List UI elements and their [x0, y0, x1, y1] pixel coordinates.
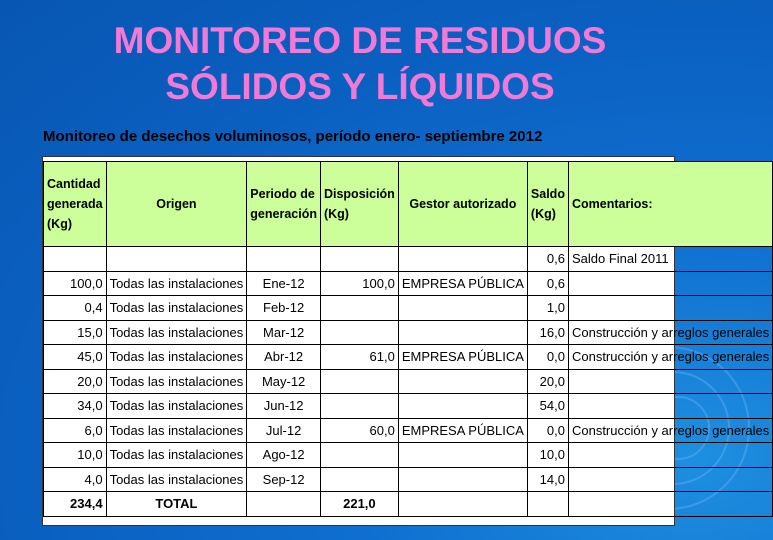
total-cantidad: 234,4 [44, 492, 107, 517]
total-empty-cell [568, 492, 772, 517]
cell-comentarios: Saldo Final 2011 [568, 247, 772, 272]
table-row [44, 394, 773, 419]
cell-disposicion [320, 443, 398, 468]
cell-origen: Todas las instalaciones [106, 320, 247, 345]
title-line-2: SÓLIDOS Y LÍQUIDOS [165, 66, 555, 107]
cell-cantidad: 4,0 [44, 467, 107, 492]
header-comentarios: Comentarios: [568, 162, 772, 247]
cell-periodo: Ago-12 [247, 443, 321, 468]
cell-saldo: 16,0 [527, 320, 568, 345]
cell-gestor [398, 467, 527, 492]
cell-periodo: Feb-12 [247, 296, 321, 321]
cell-comentarios [568, 467, 772, 492]
cell-periodo [247, 247, 321, 272]
waste-monitoring-table [43, 161, 773, 517]
cell-cantidad: 34,0 [44, 394, 107, 419]
cell-disposicion: 61,0 [320, 345, 398, 370]
table-row [44, 369, 773, 394]
header-disposicion: Disposición (Kg) [320, 162, 398, 247]
total-disposicion: 221,0 [320, 492, 398, 517]
cell-comentarios [568, 296, 772, 321]
cell-origen [106, 247, 247, 272]
cell-gestor [398, 443, 527, 468]
cell-gestor [398, 296, 527, 321]
table-row [44, 418, 773, 443]
cell-disposicion: 100,0 [320, 271, 398, 296]
cell-periodo: Abr-12 [247, 345, 321, 370]
header-gestor: Gestor autorizado [398, 162, 527, 247]
cell-saldo: 0,0 [527, 345, 568, 370]
cell-comentarios: Construcción y arreglos generales [568, 320, 772, 345]
cell-periodo: Jul-12 [247, 418, 321, 443]
cell-disposicion [320, 369, 398, 394]
table-row [44, 271, 773, 296]
cell-cantidad: 45,0 [44, 345, 107, 370]
cell-saldo: 0,6 [527, 247, 568, 272]
total-empty-cell [247, 492, 321, 517]
cell-saldo: 10,0 [527, 443, 568, 468]
cell-cantidad: 0,4 [44, 296, 107, 321]
cell-comentarios [568, 394, 772, 419]
cell-periodo: Mar-12 [247, 320, 321, 345]
cell-cantidad: 6,0 [44, 418, 107, 443]
header-origen: Origen [106, 162, 247, 247]
table-row [44, 467, 773, 492]
cell-gestor: EMPRESA PÚBLICA [398, 345, 527, 370]
cell-periodo: Sep-12 [247, 467, 321, 492]
cell-saldo: 54,0 [527, 394, 568, 419]
cell-gestor [398, 247, 527, 272]
cell-cantidad: 15,0 [44, 320, 107, 345]
page-title [0, 18, 720, 110]
cell-gestor: EMPRESA PÚBLICA [398, 418, 527, 443]
cell-saldo: 14,0 [527, 467, 568, 492]
cell-comentarios: Construcción y arreglos generales [568, 418, 772, 443]
cell-cantidad [44, 247, 107, 272]
cell-cantidad: 20,0 [44, 369, 107, 394]
cell-origen: Todas las instalaciones [106, 296, 247, 321]
cell-saldo: 20,0 [527, 369, 568, 394]
cell-disposicion [320, 320, 398, 345]
cell-origen: Todas las instalaciones [106, 369, 247, 394]
table-total-row [44, 492, 773, 517]
cell-gestor [398, 394, 527, 419]
table-caption: Monitoreo de desechos voluminosos, período enero- septiembre 2012 [43, 128, 543, 145]
cell-origen: Todas las instalaciones [106, 394, 247, 419]
table-row [44, 443, 773, 468]
cell-gestor [398, 320, 527, 345]
cell-periodo: May-12 [247, 369, 321, 394]
total-empty-cell [527, 492, 568, 517]
cell-cantidad: 100,0 [44, 271, 107, 296]
cell-gestor [398, 369, 527, 394]
cell-disposicion [320, 467, 398, 492]
cell-saldo: 0,6 [527, 271, 568, 296]
header-periodo: Periodo de generación [247, 162, 321, 247]
header-saldo: Saldo (Kg) [527, 162, 568, 247]
cell-disposicion [320, 394, 398, 419]
header-cantidad: Cantidad generada (Kg) [44, 162, 107, 247]
cell-cantidad: 10,0 [44, 443, 107, 468]
cell-disposicion [320, 296, 398, 321]
cell-disposicion [320, 247, 398, 272]
cell-comentarios [568, 443, 772, 468]
cell-origen: Todas las instalaciones [106, 443, 247, 468]
table-row [44, 345, 773, 370]
cell-periodo: Ene-12 [247, 271, 321, 296]
waste-table-container [42, 156, 770, 526]
table-row [44, 320, 773, 345]
table-row [44, 296, 773, 321]
table-header-row [44, 162, 773, 247]
cell-saldo: 0,0 [527, 418, 568, 443]
cell-origen: Todas las instalaciones [106, 345, 247, 370]
title-line-1: MONITOREO DE RESIDUOS [113, 20, 607, 61]
cell-comentarios: Construcción y arreglos generales [568, 345, 772, 370]
cell-comentarios [568, 369, 772, 394]
cell-origen: Todas las instalaciones [106, 418, 247, 443]
cell-comentarios [568, 271, 772, 296]
table-row [44, 247, 773, 272]
total-empty-cell [398, 492, 527, 517]
cell-origen: Todas las instalaciones [106, 271, 247, 296]
cell-origen: Todas las instalaciones [106, 467, 247, 492]
total-label: TOTAL [106, 492, 247, 517]
cell-gestor: EMPRESA PÚBLICA [398, 271, 527, 296]
cell-periodo: Jun-12 [247, 394, 321, 419]
cell-saldo: 1,0 [527, 296, 568, 321]
cell-disposicion: 60,0 [320, 418, 398, 443]
